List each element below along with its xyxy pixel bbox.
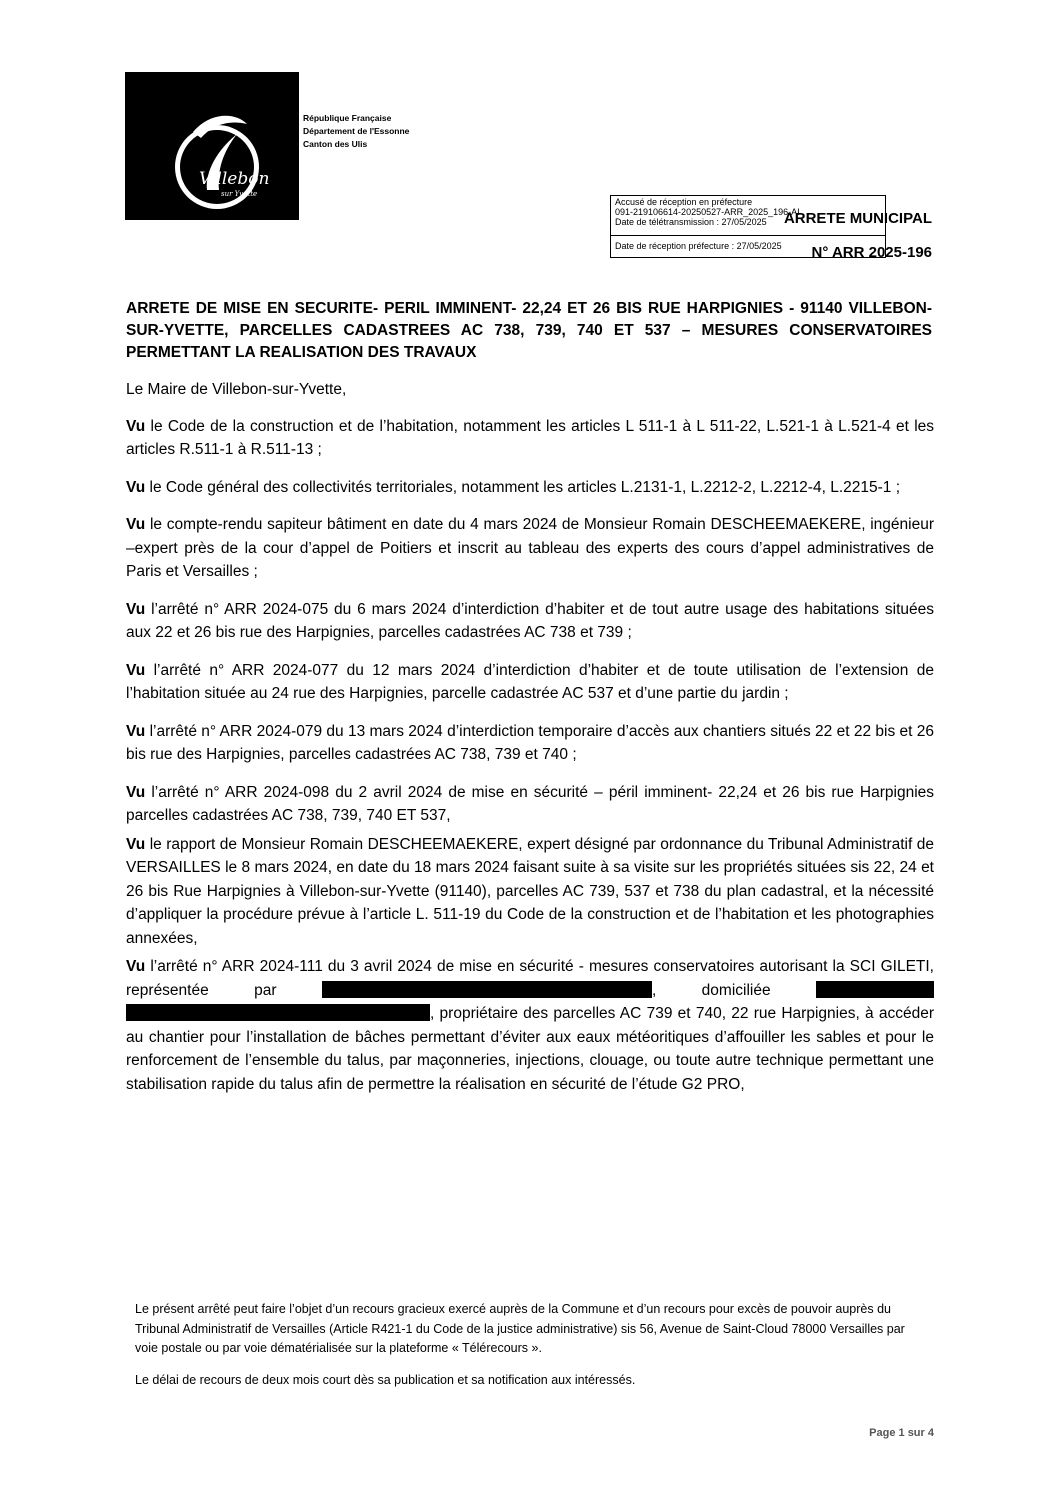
vu-paragraph [126,513,934,584]
vu-label: Vu [126,722,146,740]
vu-text: , propriétaire des parcelles AC 739 et 740, 22 rue Harpignies, à accéder au chantier pour l’installation de bâches permettant d’éviter aux eaux météoritiques d’affouiller les sables et pour le renforcement de l’ensemble du talus, par maçonneries, injections, clouage, ou toute autre technique permettant une stabilisation rapide du talus afin de permettre la réalisation en sécurité de l’étude G2 PRO, [126,1005,934,1093]
vu-paragraph [126,833,934,951]
organisation-lines [303,112,409,151]
document-body [126,378,934,1110]
vu-paragraph [126,415,934,462]
org-line-canton: Canton des Ulis [303,139,368,149]
logo-emblem-icon [125,72,299,220]
vu-text: le compte-rendu sapiteur bâtiment en date du 4 mars 2024 de Monsieur Romain DESCHEEMAEKERE, ingénieur –expert près de la cour d’appel de Poitiers et inscrit au tableau des experts des cours d’appel administratives de Paris et Versailles ; [126,516,935,580]
vu-paragraph [126,720,934,767]
redacted-address [126,1004,430,1021]
vu-label: Vu [126,417,146,435]
mayor-line: Le Maire de Villebon-sur-Yvette, [126,381,347,398]
arrete-title: ARRETE MUNICIPAL [783,210,932,227]
vu-label: Vu [126,783,146,801]
page-number: Page 1 sur 4 [869,1427,934,1439]
redacted-name [322,981,652,998]
stamp-line-4: Date de réception préfecture : 27/05/2025 [615,241,782,251]
org-line-departement: Département de l'Essonne [303,126,410,136]
vu-text: , domiciliée [651,981,771,999]
vu-paragraph [126,598,934,645]
villebon-logo [125,72,299,220]
vu-text: l’arrêté n° ARR 2024-098 du 2 avril 2024 de mise en sécurité – péril imminent- 22,24 et 26 bis rue Harpignies parcelles cadastrées AC 738, 739, 740 ET 537, [126,783,935,824]
org-line-republique: République Française [303,113,392,123]
stamp-line-3: Date de télétransmission : 27/05/2025 [615,217,767,227]
logo-text: Villebon [199,169,270,189]
vu-label: Vu [126,661,146,679]
arrete-number: N° ARR 2025-196 [811,244,932,261]
vu-label: Vu [126,958,146,975]
vu-text: l’arrêté n° ARR 2024-075 du 6 mars 2024 d’interdiction d’habiter et de tout autre usage des habitations situées aux 22 et 26 bis rue des Harpignies, parcelles cadastrées AC 738 et 739 ; [126,600,935,641]
stamp-line-1: Accusé de réception en préfecture [615,197,753,207]
vu-label: Vu [126,478,146,496]
vu-label: Vu [126,600,146,618]
stamp-divider [611,235,885,236]
vu-paragraph [126,659,934,706]
logo-subtext: sur Yvette [221,190,258,198]
vu-paragraph [126,781,934,828]
vu-text: le Code général des collectivités territoriales, notamment les articles L.2131-1, L.2212-2, L.2212-4, L.2215-1 ; [149,478,900,496]
vu-label: Vu [126,835,146,853]
footer-recours: Le présent arrêté peut faire l’objet d’un recours gracieux exercé auprès de la Commune et d’un recours pour excès de pouvoir auprès du Tribunal Administratif de Versailles (Article R421-1 du Code de la justice administrative) sis 56, Avenue de Saint-Cloud 78000 Versailles par voie postale ou par voie dématérialisée sur la plateforme « Télérecours ». [135,1302,905,1355]
vu-text: l’arrêté n° ARR 2024-111 du 3 avril 2024 de mise en sécurité - mesures conservatoires autorisant la SCI GILETI, représentée par [126,958,934,999]
vu-label: Vu [126,516,146,533]
main-title: ARRETE DE MISE EN SECURITE- PERIL IMMINENT- 22,24 ET 26 BIS RUE HARPIGNIES - 91140 VILLEBON-SUR-YVETTE, PARCELLES CADASTREES AC 738, 739, 740 ET 537 – MESURES CONSERVATOIRES PERMETTANT LA REALISATION DES TRAVAUX [126,300,932,361]
vu-text: l’arrêté n° ARR 2024-079 du 13 mars 2024 d’interdiction temporaire d’accès aux chantiers situés 22 et 22 bis et 26 bis rue des Harpignies, parcelles cadastrées AC 738, 739 et 740 ; [126,722,934,763]
footer-notice [135,1300,910,1390]
vu-text: le Code de la construction et de l’habitation, notamment les articles L 511-1 à L 511-22, L.521-1 à L.521-4 et les articles R.511-1 à R.511-13 ; [126,417,935,458]
vu-text: le rapport de Monsieur Romain DESCHEEMAEKERE, expert désigné par ordonnance du Tribunal Administratif de VERSAILLES le 8 mars 2024, en date du 18 mars 2024 faisant suite à sa visite sur les propriétés situées sis 22, 24 et 26 bis Rue Harpignies à Villebon-sur-Yvette (91140), parcelles AC 739, 537 et 738 du plan cadastral, et la nécessité d’appliquer la procédure prévue à l’article L. 511-19 du Code de la construction et de l’habitation et les photographies annexées, [126,835,934,947]
vu-paragraph [126,476,934,500]
redacted-address [816,981,934,998]
vu-text: l’arrêté n° ARR 2024-077 du 12 mars 2024 d’interdiction d’habiter et de toute utilisation de l’extension de l’habitation située au 24 rue des Harpignies, parcelle cadastrée AC 537 et d’une partie du jardin ; [126,661,934,702]
footer-delai: Le délai de recours de deux mois court dès sa publication et sa notification aux intéressés. [135,1372,636,1387]
stamp-line-2: 091-219106614-20250527-ARR_2025_196-AI [615,207,800,217]
vu-paragraph-redacted [126,955,934,1096]
